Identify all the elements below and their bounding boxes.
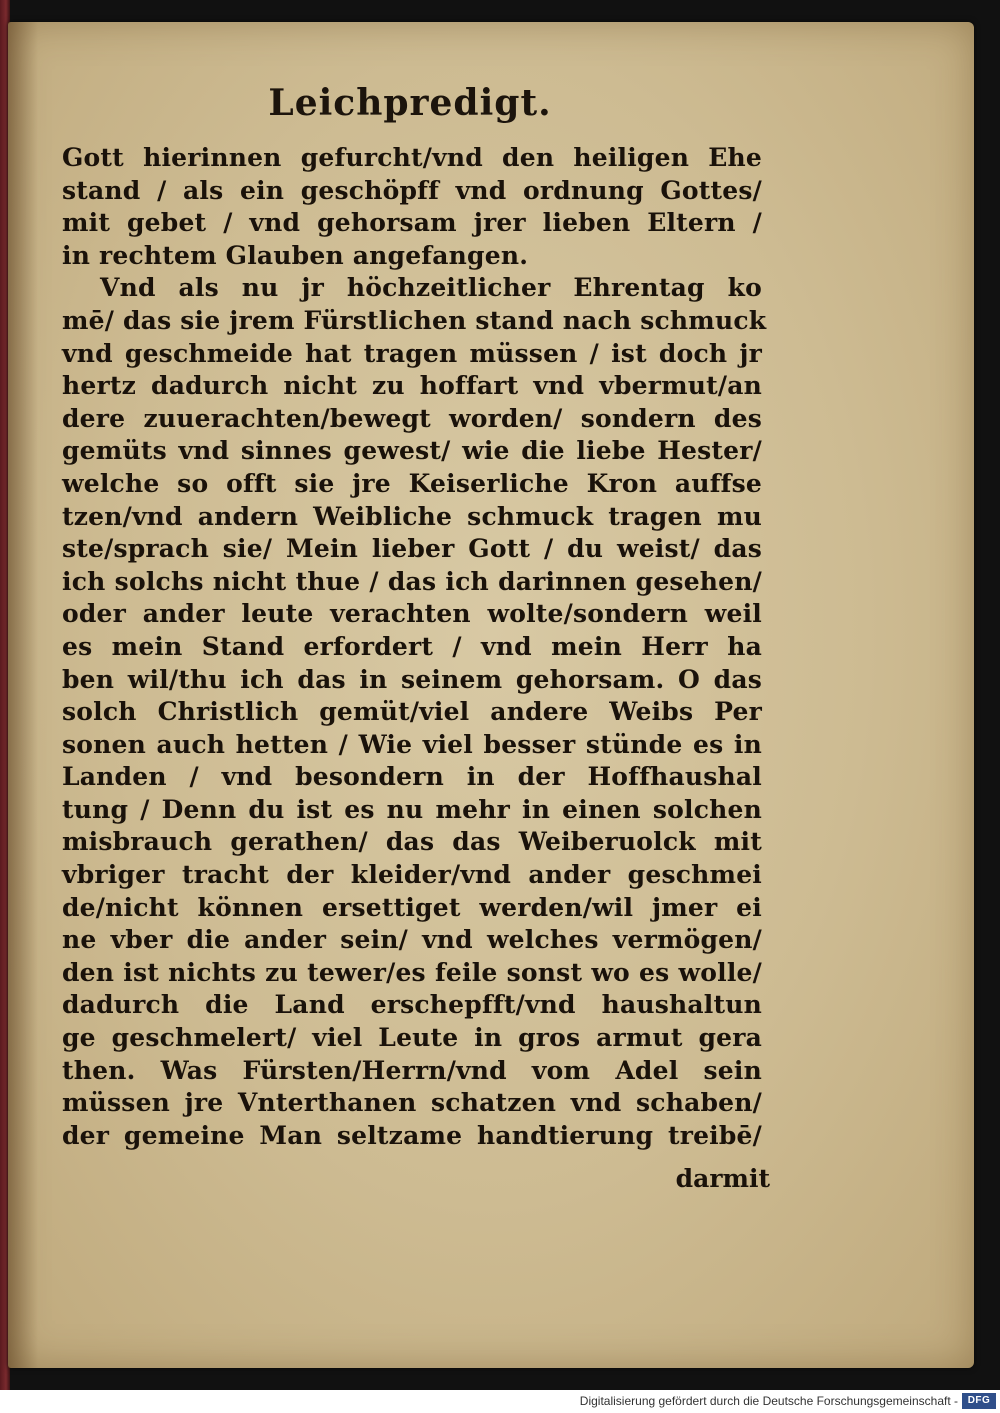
text-line: müssen jre Vnterthanen schatzen vnd schaben/ <box>62 1088 762 1118</box>
text-line: ich solchs nicht thue / das ich darinnen gesehen/ <box>62 566 762 596</box>
text-block <box>62 142 767 1152</box>
text-line: stand / als ein geschöpff vnd ordnung Gottes/ <box>62 175 762 205</box>
text-line: mit gebet / vnd gehorsam jrer lieben Eltern / <box>62 208 762 238</box>
text-line: gemüts vnd sinnes gewest/ wie die liebe Hester/ <box>62 436 762 466</box>
text-line: der gemeine Man seltzame handtierung treibē/ <box>62 1120 762 1150</box>
running-head: Leichpredigt. <box>268 82 552 124</box>
text-line: solch Christlich gemüt/viel andere Weibs Per <box>62 697 762 727</box>
text-line: hertz dadurch nicht zu hoffart vnd vbermut/an <box>62 371 762 401</box>
page-gutter-shadow <box>8 22 38 1368</box>
text-line: then. Was Fürsten/Herrn/vnd vom Adel sein <box>62 1055 762 1085</box>
text-line: welche so offt sie jre Keiserliche Kron auffse <box>62 468 762 498</box>
text-line: tung / Denn du ist es nu mehr in einen solchen <box>62 794 762 824</box>
dfg-logo-icon: DFG <box>962 1393 996 1409</box>
text-line: es mein Stand erfordert / vnd mein Herr ha <box>62 631 762 661</box>
text-line: in rechtem Glauben angefangen. <box>62 240 529 270</box>
catchword: darmit <box>675 1164 770 1193</box>
text-line: tzen/vnd andern Weibliche schmuck tragen mu <box>62 501 762 531</box>
text-line: misbrauch gerathen/ das das Weiberuolck mit <box>62 827 762 857</box>
text-line: mē/ das sie jrem Fürstlichen stand nach schmuck <box>62 305 767 335</box>
text-line: Landen / vnd besondern in der Hoffhaushal <box>62 762 762 792</box>
text-line: ste/sprach sie/ Mein lieber Gott / du weist/ das <box>62 534 762 564</box>
text-line: dadurch die Land erschepfft/vnd haushaltun <box>62 990 762 1020</box>
footer-bar <box>0 1390 1000 1413</box>
text-line: den ist nichts zu tewer/es feile sonst wo es wolle/ <box>62 957 762 987</box>
text-line: ne vber die ander sein/ vnd welches vermögen/ <box>62 925 762 955</box>
text-line: de/nicht können ersettiget werden/wil jmer ei <box>62 892 762 922</box>
text-line: Gott hierinnen gefurcht/vnd den heiligen Ehe <box>62 143 762 172</box>
funding-credit: Digitalisierung gefördert durch die Deutsche Forschungsgemeinschaft - <box>579 1394 958 1408</box>
text-line: oder ander leute verachten wolte/sondern weil <box>62 599 762 629</box>
text-line: sonen auch hetten / Wie viel besser stünde es in <box>62 729 762 759</box>
text-line: Vnd als nu jr höchzeitlicher Ehrentag ko <box>100 273 762 303</box>
text-line: ge geschmelert/ viel Leute in gros armut gera <box>62 1023 762 1053</box>
text-line: ben wil/thu ich das in seinem gehorsam. O das <box>62 664 762 694</box>
text-line: vnd geschmeide hat tragen müssen / ist doch jr <box>62 338 762 368</box>
text-line: vbriger tracht der kleider/vnd ander geschmei <box>62 860 762 890</box>
text-line: dere zuuerachten/bewegt worden/ sondern des <box>62 403 762 433</box>
